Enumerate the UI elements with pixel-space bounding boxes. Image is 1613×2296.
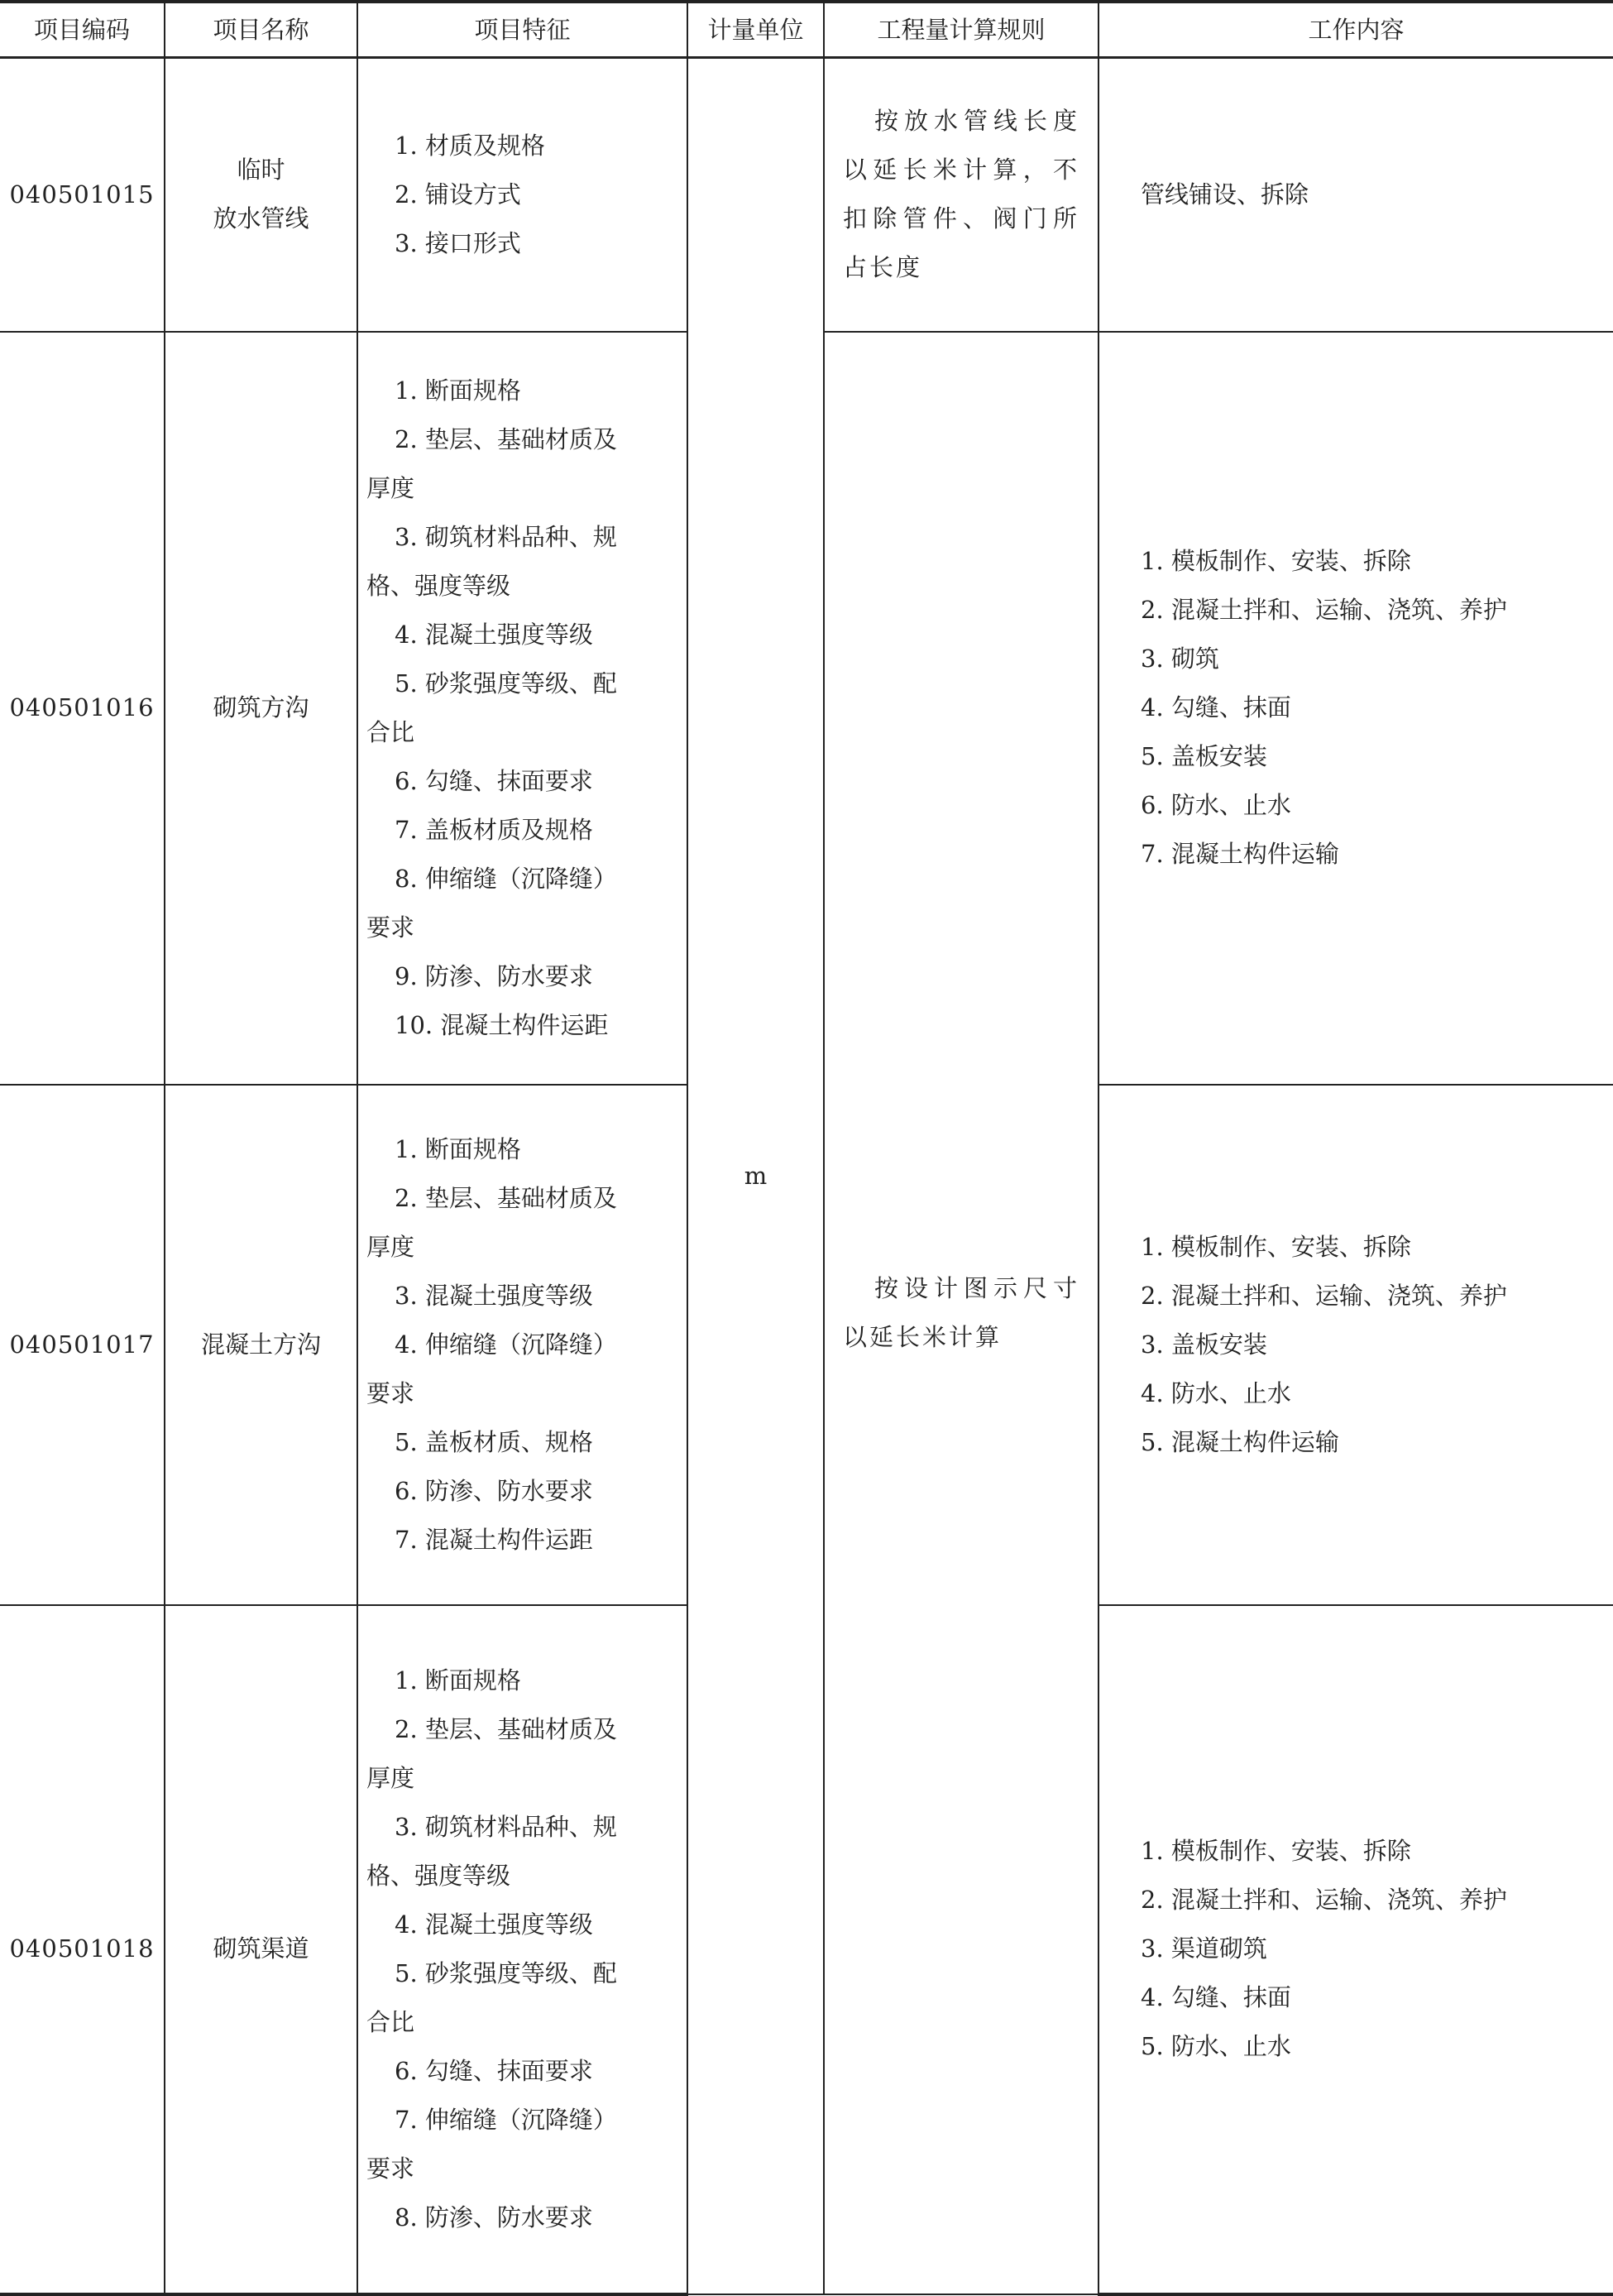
item-features bbox=[357, 1605, 687, 2294]
feature-line: 3. 砌筑材料品种、规 bbox=[395, 1812, 617, 1841]
feature-line: 厚度 bbox=[366, 473, 415, 502]
feature-line: 要求 bbox=[366, 913, 415, 942]
item-code: 040501017 bbox=[0, 1085, 165, 1605]
feature-line: 2. 铺设方式 bbox=[395, 180, 521, 209]
feature-line: 4. 混凝土强度等级 bbox=[395, 1910, 593, 1939]
feature-line: 3. 接口形式 bbox=[395, 228, 521, 257]
feature-line: 9. 防渗、防水要求 bbox=[395, 961, 593, 990]
feature-line: 3. 砌筑材料品种、规 bbox=[395, 522, 617, 551]
item-features bbox=[357, 58, 687, 332]
item-name-line: 混凝土方沟 bbox=[200, 1330, 321, 1359]
work-line: 3. 砌筑 bbox=[1141, 645, 1219, 673]
item-name bbox=[165, 58, 357, 332]
rule-text: 按放水管线长度以延长米计算，不扣除管件、阀门所占长度 bbox=[843, 107, 1079, 282]
item-name-line: 放水管线 bbox=[213, 204, 309, 233]
feature-line: 5. 砂浆强度等级、配 bbox=[395, 669, 617, 697]
rule-cell bbox=[824, 332, 1098, 2294]
feature-line: 要求 bbox=[366, 2154, 415, 2183]
work-line: 2. 混凝土拌和、运输、浇筑、养护 bbox=[1141, 1281, 1507, 1310]
feature-line: 10. 混凝土构件运距 bbox=[395, 1010, 609, 1039]
unit-cell: m bbox=[687, 58, 824, 2294]
header-features: 项目特征 bbox=[357, 2, 687, 58]
feature-line: 6. 防渗、防水要求 bbox=[395, 1476, 593, 1505]
feature-line: 厚度 bbox=[366, 1232, 415, 1261]
header-code: 项目编码 bbox=[0, 2, 165, 58]
feature-line: 7. 伸缩缝（沉降缝） bbox=[395, 2105, 617, 2134]
header-name: 项目名称 bbox=[165, 2, 357, 58]
feature-line: 1. 断面规格 bbox=[395, 1666, 521, 1694]
item-work bbox=[1098, 332, 1613, 1085]
item-work bbox=[1098, 1605, 1613, 2294]
feature-line: 格、强度等级 bbox=[366, 1861, 511, 1890]
feature-line: 厚度 bbox=[366, 1763, 415, 1792]
feature-line: 1. 材质及规格 bbox=[395, 131, 545, 160]
header-work: 工作内容 bbox=[1098, 2, 1613, 58]
table-header-row bbox=[0, 2, 1613, 58]
work-line: 5. 防水、止水 bbox=[1141, 2032, 1291, 2060]
feature-line: 1. 断面规格 bbox=[395, 1134, 521, 1163]
work-line: 4. 勾缝、抹面 bbox=[1141, 693, 1291, 721]
work-line: 5. 盖板安装 bbox=[1141, 742, 1267, 770]
feature-line: 格、强度等级 bbox=[366, 571, 511, 600]
feature-line: 3. 混凝土强度等级 bbox=[395, 1281, 593, 1310]
item-name-line: 临时 bbox=[237, 156, 285, 185]
work-line: 1. 模板制作、安装、拆除 bbox=[1141, 1232, 1411, 1261]
item-name bbox=[165, 1605, 357, 2294]
feature-line: 合比 bbox=[366, 2007, 415, 2036]
work-line: 4. 防水、止水 bbox=[1141, 1378, 1291, 1407]
feature-line: 2. 垫层、基础材质及 bbox=[395, 424, 617, 453]
feature-line: 8. 伸缩缝（沉降缝） bbox=[395, 864, 617, 893]
item-features bbox=[357, 332, 687, 1085]
work-line: 3. 盖板安装 bbox=[1141, 1330, 1267, 1359]
work-line: 2. 混凝土拌和、运输、浇筑、养护 bbox=[1141, 596, 1507, 624]
work-line: 2. 混凝土拌和、运输、浇筑、养护 bbox=[1141, 1886, 1507, 1914]
work-line: 4. 勾缝、抹面 bbox=[1141, 1983, 1291, 2011]
work-line: 7. 混凝土构件运输 bbox=[1141, 840, 1339, 868]
item-work bbox=[1098, 1085, 1613, 1605]
work-line: 1. 模板制作、安装、拆除 bbox=[1141, 1837, 1411, 1865]
work-line: 3. 渠道砌筑 bbox=[1141, 1934, 1267, 1963]
feature-line: 1. 断面规格 bbox=[395, 376, 521, 405]
feature-line: 2. 垫层、基础材质及 bbox=[395, 1714, 617, 1743]
rule-text: 按设计图示尺寸以延长米计算 bbox=[843, 1273, 1079, 1351]
work-line: 1. 模板制作、安装、拆除 bbox=[1141, 547, 1411, 575]
feature-line: 4. 混凝土强度等级 bbox=[395, 620, 593, 649]
feature-line: 2. 垫层、基础材质及 bbox=[395, 1183, 617, 1212]
item-name bbox=[165, 1085, 357, 1605]
feature-line: 要求 bbox=[366, 1378, 415, 1407]
work-line: 6. 防水、止水 bbox=[1141, 791, 1291, 819]
header-rule: 工程量计算规则 bbox=[824, 2, 1098, 58]
item-features bbox=[357, 1085, 687, 1605]
feature-line: 7. 盖板材质及规格 bbox=[395, 815, 593, 844]
feature-line: 6. 勾缝、抹面要求 bbox=[395, 2056, 593, 2085]
item-name-line: 砌筑方沟 bbox=[213, 693, 309, 721]
item-code: 040501016 bbox=[0, 332, 165, 1085]
item-name bbox=[165, 332, 357, 1085]
item-name-line: 砌筑渠道 bbox=[213, 1934, 309, 1963]
feature-line: 4. 伸缩缝（沉降缝） bbox=[395, 1330, 617, 1359]
work-line: 5. 混凝土构件运输 bbox=[1141, 1427, 1339, 1456]
work-line: 管线铺设、拆除 bbox=[1141, 180, 1309, 209]
feature-line: 5. 盖板材质、规格 bbox=[395, 1427, 593, 1456]
item-work bbox=[1098, 58, 1613, 332]
item-code: 040501018 bbox=[0, 1605, 165, 2294]
feature-line: 合比 bbox=[366, 717, 415, 746]
header-unit: 计量单位 bbox=[687, 2, 824, 58]
feature-line: 5. 砂浆强度等级、配 bbox=[395, 1958, 617, 1987]
feature-line: 7. 混凝土构件运距 bbox=[395, 1525, 593, 1554]
table-row bbox=[0, 58, 1613, 332]
feature-line: 6. 勾缝、抹面要求 bbox=[395, 766, 593, 795]
feature-line: 8. 防渗、防水要求 bbox=[395, 2203, 593, 2231]
rule-cell bbox=[824, 58, 1098, 332]
item-code: 040501015 bbox=[0, 58, 165, 332]
